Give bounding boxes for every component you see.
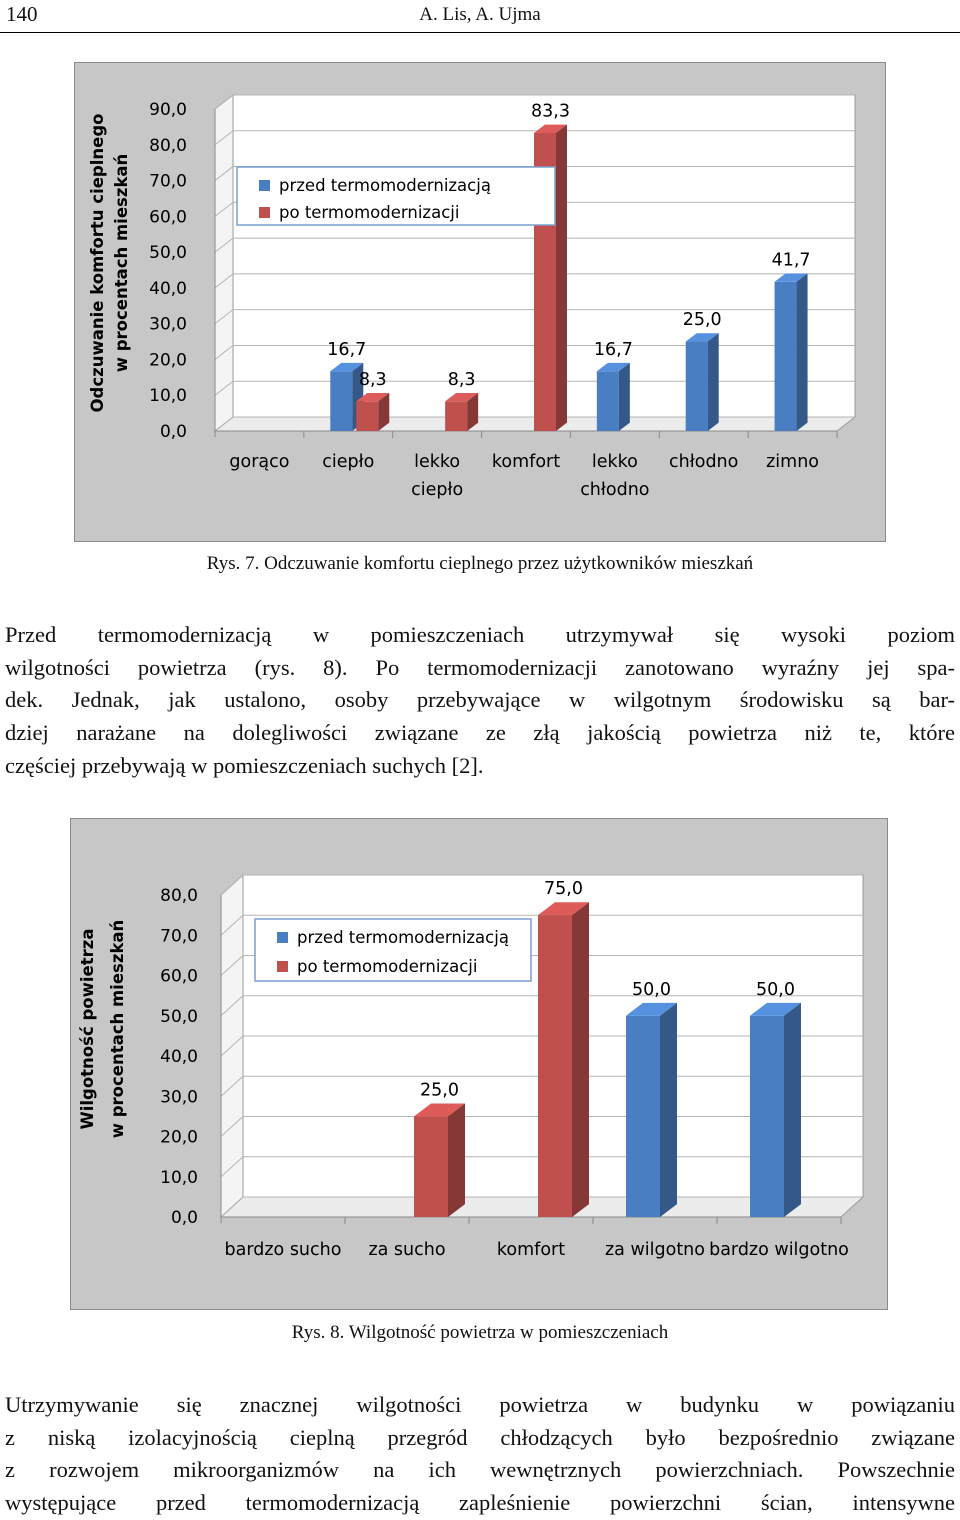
- figure-8-chart: [70, 818, 888, 1310]
- bar-po: [414, 1103, 465, 1217]
- figure-7-chart: [74, 62, 886, 542]
- text-line: dziej narażane na dolegliwości związane ze złą jakością powietrza niż te, które: [5, 720, 955, 746]
- data-label: 25,0: [682, 310, 722, 331]
- bar-side: [572, 902, 589, 1217]
- y-axis-title: Odczuwanie komfortu cieplnego: [88, 113, 107, 413]
- x-tick-label: gorąco: [229, 452, 290, 472]
- legend-entry: przed termomodernizacją: [279, 176, 491, 195]
- y-tick-label: 0,0: [159, 422, 187, 442]
- running-head-authors: A. Lis, A. Ujma: [419, 4, 541, 25]
- y-tick-label: 50,0: [160, 1006, 198, 1027]
- y-tick-label: 60,0: [149, 207, 187, 228]
- x-tick-label: bardzo wilgotno: [709, 1240, 849, 1260]
- data-label: 25,0: [420, 1080, 459, 1101]
- x-tick-label: za wilgotno: [605, 1240, 705, 1260]
- bar-side: [556, 125, 567, 431]
- bar-front: [597, 371, 619, 431]
- bar-side: [708, 333, 719, 431]
- paragraph-2: [5, 1389, 955, 1520]
- x-tick-label: lekko: [591, 452, 638, 472]
- y-tick-label: 30,0: [160, 1087, 198, 1108]
- y-tick-label: 70,0: [149, 171, 187, 192]
- figure-8-caption: Rys. 8. Wilgotność powietrza w pomieszczeniach: [291, 1322, 669, 1343]
- text-line: Przed termomodernizacją w pomieszczeniach utrzymywał się wysoki poziom: [5, 622, 955, 647]
- data-label: 16,7: [327, 339, 367, 360]
- bar-front: [356, 401, 378, 431]
- y-tick-label: 0,0: [170, 1208, 198, 1228]
- figure-7-caption: Rys. 7. Odczuwanie komfortu cieplnego przez użytkowników mieszkań: [206, 553, 754, 574]
- text-line: dek. Jednak, jak ustalono, osoby przebywające w wilgotnym środowisku są bar-: [5, 687, 955, 713]
- text-line: z rozwojem mikroorganizmów na ich wewnętrznych powierzchniach. Powszechnie: [5, 1457, 955, 1483]
- y-axis-title: w procentach mieszkań: [112, 153, 131, 373]
- bar-przed: [750, 1003, 801, 1217]
- legend: [255, 919, 531, 981]
- legend-entry: po termomodernizacji: [279, 203, 460, 222]
- data-label: 50,0: [756, 979, 795, 1000]
- data-label: 8,3: [447, 369, 476, 390]
- bar-side: [784, 1003, 801, 1217]
- legend-entry: po termomodernizacji: [297, 957, 478, 976]
- legend: [237, 167, 555, 225]
- y-tick-label: 40,0: [160, 1047, 198, 1067]
- legend-swatch: [259, 180, 270, 191]
- x-tick-label: chłodno: [580, 480, 650, 500]
- page-header: [0, 0, 960, 33]
- text-line: wilgotności powietrza (rys. 8). Po termomodernizacji zanotowano wyraźny jej spa-: [5, 654, 955, 680]
- legend-entry: przed termomodernizacją: [297, 928, 509, 947]
- bar-front: [626, 1016, 660, 1217]
- y-tick-label: 20,0: [149, 350, 187, 371]
- y-tick-label: 40,0: [149, 278, 187, 299]
- bar-front: [538, 915, 572, 1217]
- legend-swatch: [259, 207, 270, 218]
- y-tick-label: 60,0: [160, 966, 198, 987]
- data-label: 8,3: [358, 369, 387, 390]
- y-tick-label: 30,0: [149, 314, 187, 335]
- y-axis-title: w procentach mieszkań: [108, 919, 127, 1139]
- bar-side: [797, 273, 808, 431]
- text-line: z niską izolacyjnością cieplną przegród chłodzących było bezpośrednio związane: [5, 1424, 955, 1450]
- data-label: 16,7: [593, 339, 633, 360]
- plot-side-wall: [215, 95, 233, 431]
- x-tick-label: komfort: [496, 1240, 566, 1260]
- page-number: 140: [6, 2, 38, 26]
- x-tick-label: komfort: [491, 452, 561, 472]
- y-tick-label: 20,0: [160, 1127, 198, 1148]
- figure-8-svg: [71, 819, 889, 1311]
- bar-front: [414, 1116, 448, 1217]
- data-label: 41,7: [771, 250, 811, 271]
- bar-przed: [597, 363, 630, 431]
- bar-front: [330, 371, 352, 431]
- bar-side: [660, 1003, 677, 1217]
- bar-przed: [626, 1003, 677, 1217]
- y-tick-label: 10,0: [160, 1167, 198, 1188]
- y-tick-label: 80,0: [149, 135, 187, 156]
- x-tick-label: ciepło: [411, 480, 464, 500]
- x-tick-label: za sucho: [368, 1240, 446, 1260]
- bar-front: [686, 342, 708, 431]
- y-tick-label: 10,0: [149, 386, 187, 407]
- y-tick-label: 90,0: [149, 100, 187, 120]
- y-tick-label: 70,0: [160, 926, 198, 947]
- x-tick-label: bardzo sucho: [224, 1240, 342, 1260]
- legend-swatch: [277, 961, 288, 972]
- bar-front: [445, 401, 467, 431]
- text-line: występujące przed termomodernizacją zapleśnienie powierzchni ścian, intensywne: [5, 1490, 955, 1516]
- x-tick-label: ciepło: [322, 452, 375, 472]
- bar-przed: [686, 333, 719, 431]
- bar-po: [356, 393, 389, 431]
- paragraph-1: [5, 619, 955, 782]
- y-axis-title: Wilgotność powietrza: [78, 928, 97, 1130]
- y-tick-label: 50,0: [149, 243, 187, 264]
- data-label: 83,3: [531, 101, 570, 122]
- x-tick-label: zimno: [766, 452, 820, 472]
- data-label: 75,0: [544, 879, 583, 900]
- x-tick-label: lekko: [414, 452, 461, 472]
- figure-7-svg: [75, 63, 887, 543]
- x-tick-label: chłodno: [669, 452, 739, 472]
- bar-side: [448, 1103, 465, 1217]
- data-label: 50,0: [632, 979, 671, 1000]
- bar-po: [538, 902, 589, 1217]
- text-line: Utrzymywanie się znacznej wilgotności powietrza w budynku w powiązaniu: [5, 1392, 955, 1417]
- bar-front: [750, 1016, 784, 1217]
- bar-po: [445, 393, 478, 431]
- bar-front: [775, 282, 797, 431]
- legend-swatch: [277, 932, 288, 943]
- bar-side: [619, 363, 630, 431]
- bar-przed: [775, 273, 808, 431]
- y-tick-label: 80,0: [160, 886, 198, 906]
- text-line: częściej przebywają w pomieszczeniach suchych [2].: [5, 752, 484, 778]
